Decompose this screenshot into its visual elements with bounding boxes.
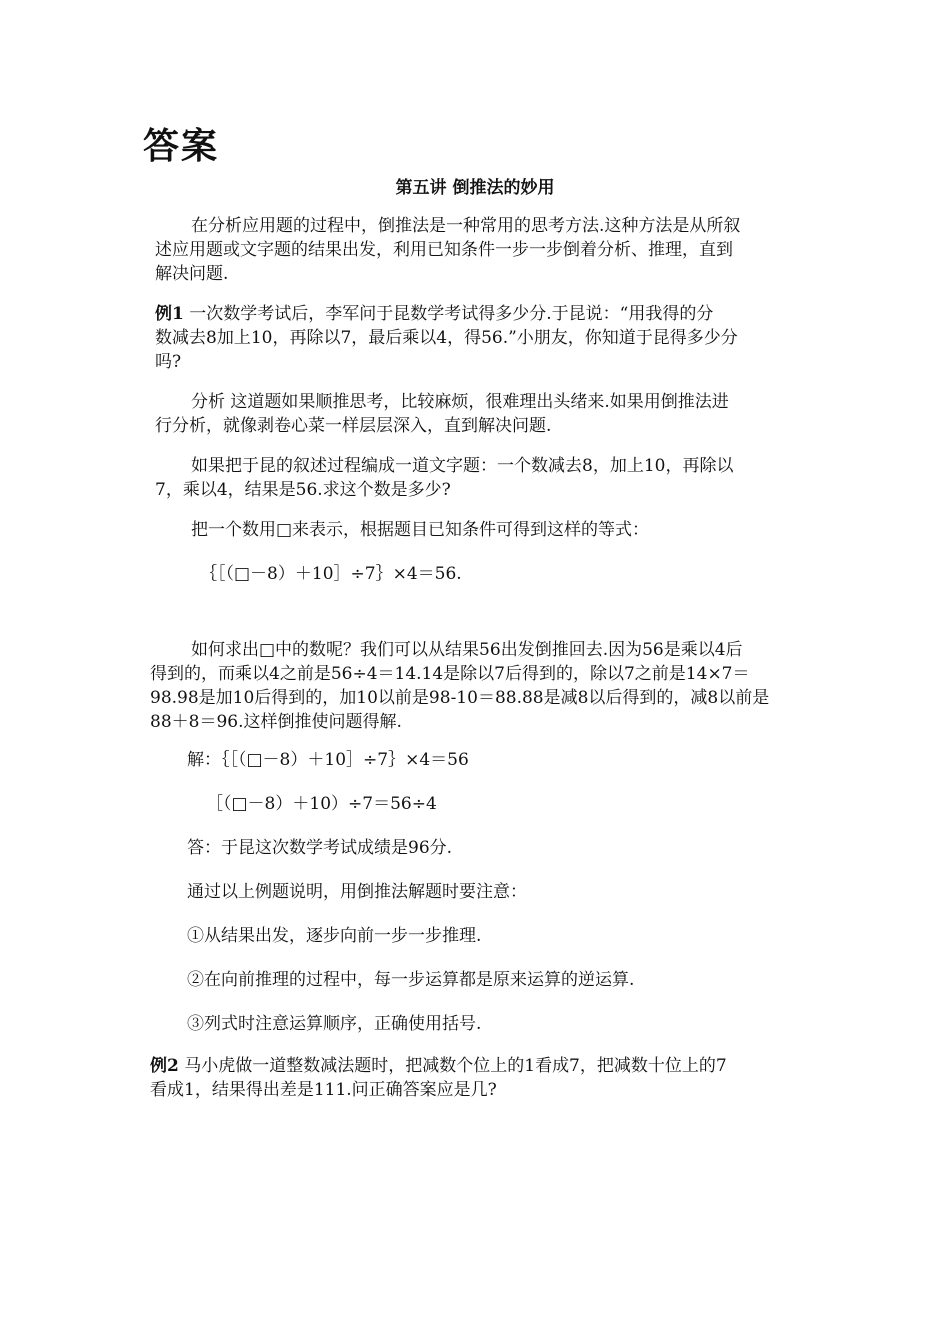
box-intro: 把一个数用□来表示，根据题目已知条件可得到这样的等式：: [191, 520, 650, 540]
example2-text-1: 马小虎做一道整数减法题时，把减数个位上的1看成7，把减数十位上的7: [178, 1056, 727, 1076]
example1-line-3: 吗?: [155, 352, 182, 372]
answer-heading: 答案: [143, 126, 220, 167]
notice-item-3: ③列式时注意运算顺序，正确使用括号.: [187, 1014, 482, 1034]
intro-line-1: 在分析应用题的过程中，倒推法是一种常用的思考方法.这种方法是从所叙: [191, 216, 741, 236]
notice-item-2: ②在向前推理的过程中，每一步运算都是原来运算的逆运算.: [187, 970, 635, 990]
intro-line-3: 解决问题.: [155, 264, 229, 284]
reasoning-line-3: 98.98是加10后得到的，加10以前是98-10＝88.88是减8以后得到的，减8以前是: [150, 688, 770, 708]
restate-line-2: 7，乘以4，结果是56.求这个数是多少?: [155, 480, 451, 500]
lecture-title: 第五讲 倒推法的妙用: [395, 178, 555, 198]
intro-line-2: 述应用题或文字题的结果出发，利用已知条件一步一步倒着分析、推理，直到: [155, 240, 733, 260]
solution-line-2: ［（□－8）＋10）÷7＝56÷4: [206, 794, 437, 814]
analysis-line-1: 分析 这道题如果顺推思考，比较麻烦，很难理出头绪来.如果用倒推法进: [191, 392, 729, 412]
answer-line: 答：于昆这次数学考试成绩是96分.: [187, 838, 453, 858]
example2-label: 例2: [150, 1056, 179, 1076]
analysis-line-2: 行分析，就像剥卷心菜一样层层深入，直到解决问题.: [155, 416, 552, 436]
example1-text-1: 一次数学考试后，李军问于昆数学考试得多少分.于昆说：“用我得的分: [183, 304, 714, 324]
example1-label: 例1: [155, 304, 184, 324]
notice-item-1: ①从结果出发，逐步向前一步一步推理.: [187, 926, 482, 946]
reasoning-line-2: 得到的，而乘以4之前是56÷4＝14.14是除以7后得到的，除以7之前是14×7＝: [150, 664, 750, 684]
restate-line-1: 如果把于昆的叙述过程编成一道文字题：一个数减去8，加上10，再除以: [191, 456, 734, 476]
solution-line-1: 解：｛［（□－8）＋10］÷7｝×4＝56: [187, 750, 469, 770]
example1-line-1: [155, 302, 713, 326]
notice-intro: 通过以上例题说明，用倒推法解题时要注意：: [187, 882, 527, 902]
example2-line-2: 看成1，结果得出差是111.问正确答案应是几?: [150, 1080, 497, 1100]
example1-line-2: 数减去8加上10，再除以7，最后乘以4，得56.”小朋友，你知道于昆得多少分: [155, 328, 738, 348]
equation: ｛［（□－8）＋10］÷7｝×4＝56.: [200, 564, 462, 584]
reasoning-line-1: 如何求出□中的数呢？我们可以从结果56出发倒推回去.因为56是乘以4后: [191, 640, 743, 660]
example2-line-1: [150, 1054, 727, 1078]
reasoning-line-4: 88＋8＝96.这样倒推使问题得解.: [150, 712, 402, 732]
